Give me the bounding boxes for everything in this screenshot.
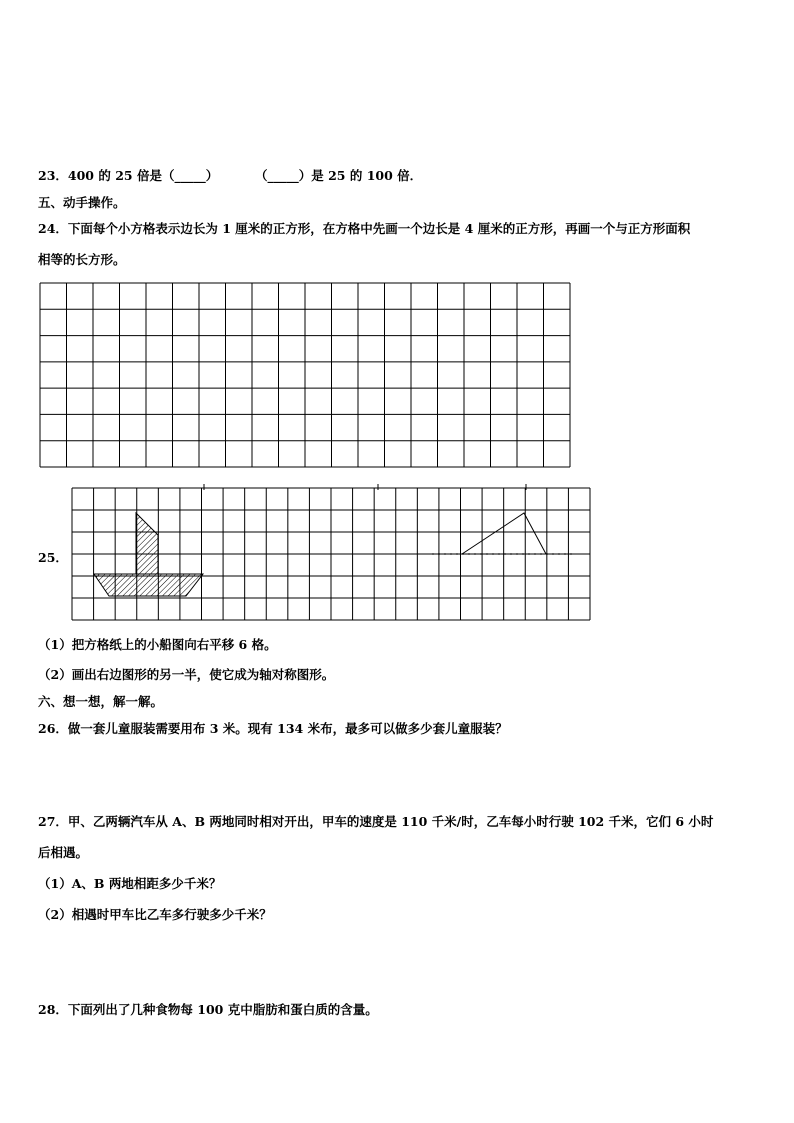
q24-square-grid xyxy=(40,283,572,469)
q23-left: 23．400 的 25 倍是（_____） xyxy=(38,168,219,183)
q25-grid-figure xyxy=(72,488,592,622)
boat-sail xyxy=(136,513,158,574)
q27-sub2: （2）相遇时甲车比乙车多行驶多少千米？ xyxy=(38,907,272,922)
boat-hull xyxy=(94,574,203,596)
q28-text: 28．下面列出了几种食物每 100 克中脂肪和蛋白质的含量。 xyxy=(38,1002,378,1017)
q24-text-line2: 相等的长方形。 xyxy=(38,252,126,267)
q25-number: 25． xyxy=(38,550,68,565)
q27-sub1: （1）A、B 两地相距多少千米？ xyxy=(38,876,222,891)
q27-text-line2: 后相遇。 xyxy=(38,845,89,860)
q25-sub1: （1）把方格纸上的小船图向右平移 6 格。 xyxy=(38,637,277,652)
q27-text-line1: 27．甲、乙两辆汽车从 A、B 两地同时相对开出，甲车的速度是 110 千米/时，乙车每小时行驶 102 千米，它们 6 小时 xyxy=(38,814,714,829)
q25-sub2: （2）画出右边图形的另一半，使它成为轴对称图形。 xyxy=(38,667,335,682)
q26-text: 26．做一套儿童服装需要用布 3 米。现有 134 米布，最多可以做多少套儿童服装？ xyxy=(38,721,508,736)
section-heading-6: 六、想一想，解一解。 xyxy=(38,694,164,709)
q24-text-line1: 24．下面每个小方格表示边长为 1 厘米的正方形，在方格中先画一个边长是 4 厘米的正方形，再画一个与正方形面积 xyxy=(38,221,691,236)
q23-right: （_____）是 25 的 100 倍． xyxy=(255,168,423,183)
section-heading-5: 五、动手操作。 xyxy=(38,195,126,210)
